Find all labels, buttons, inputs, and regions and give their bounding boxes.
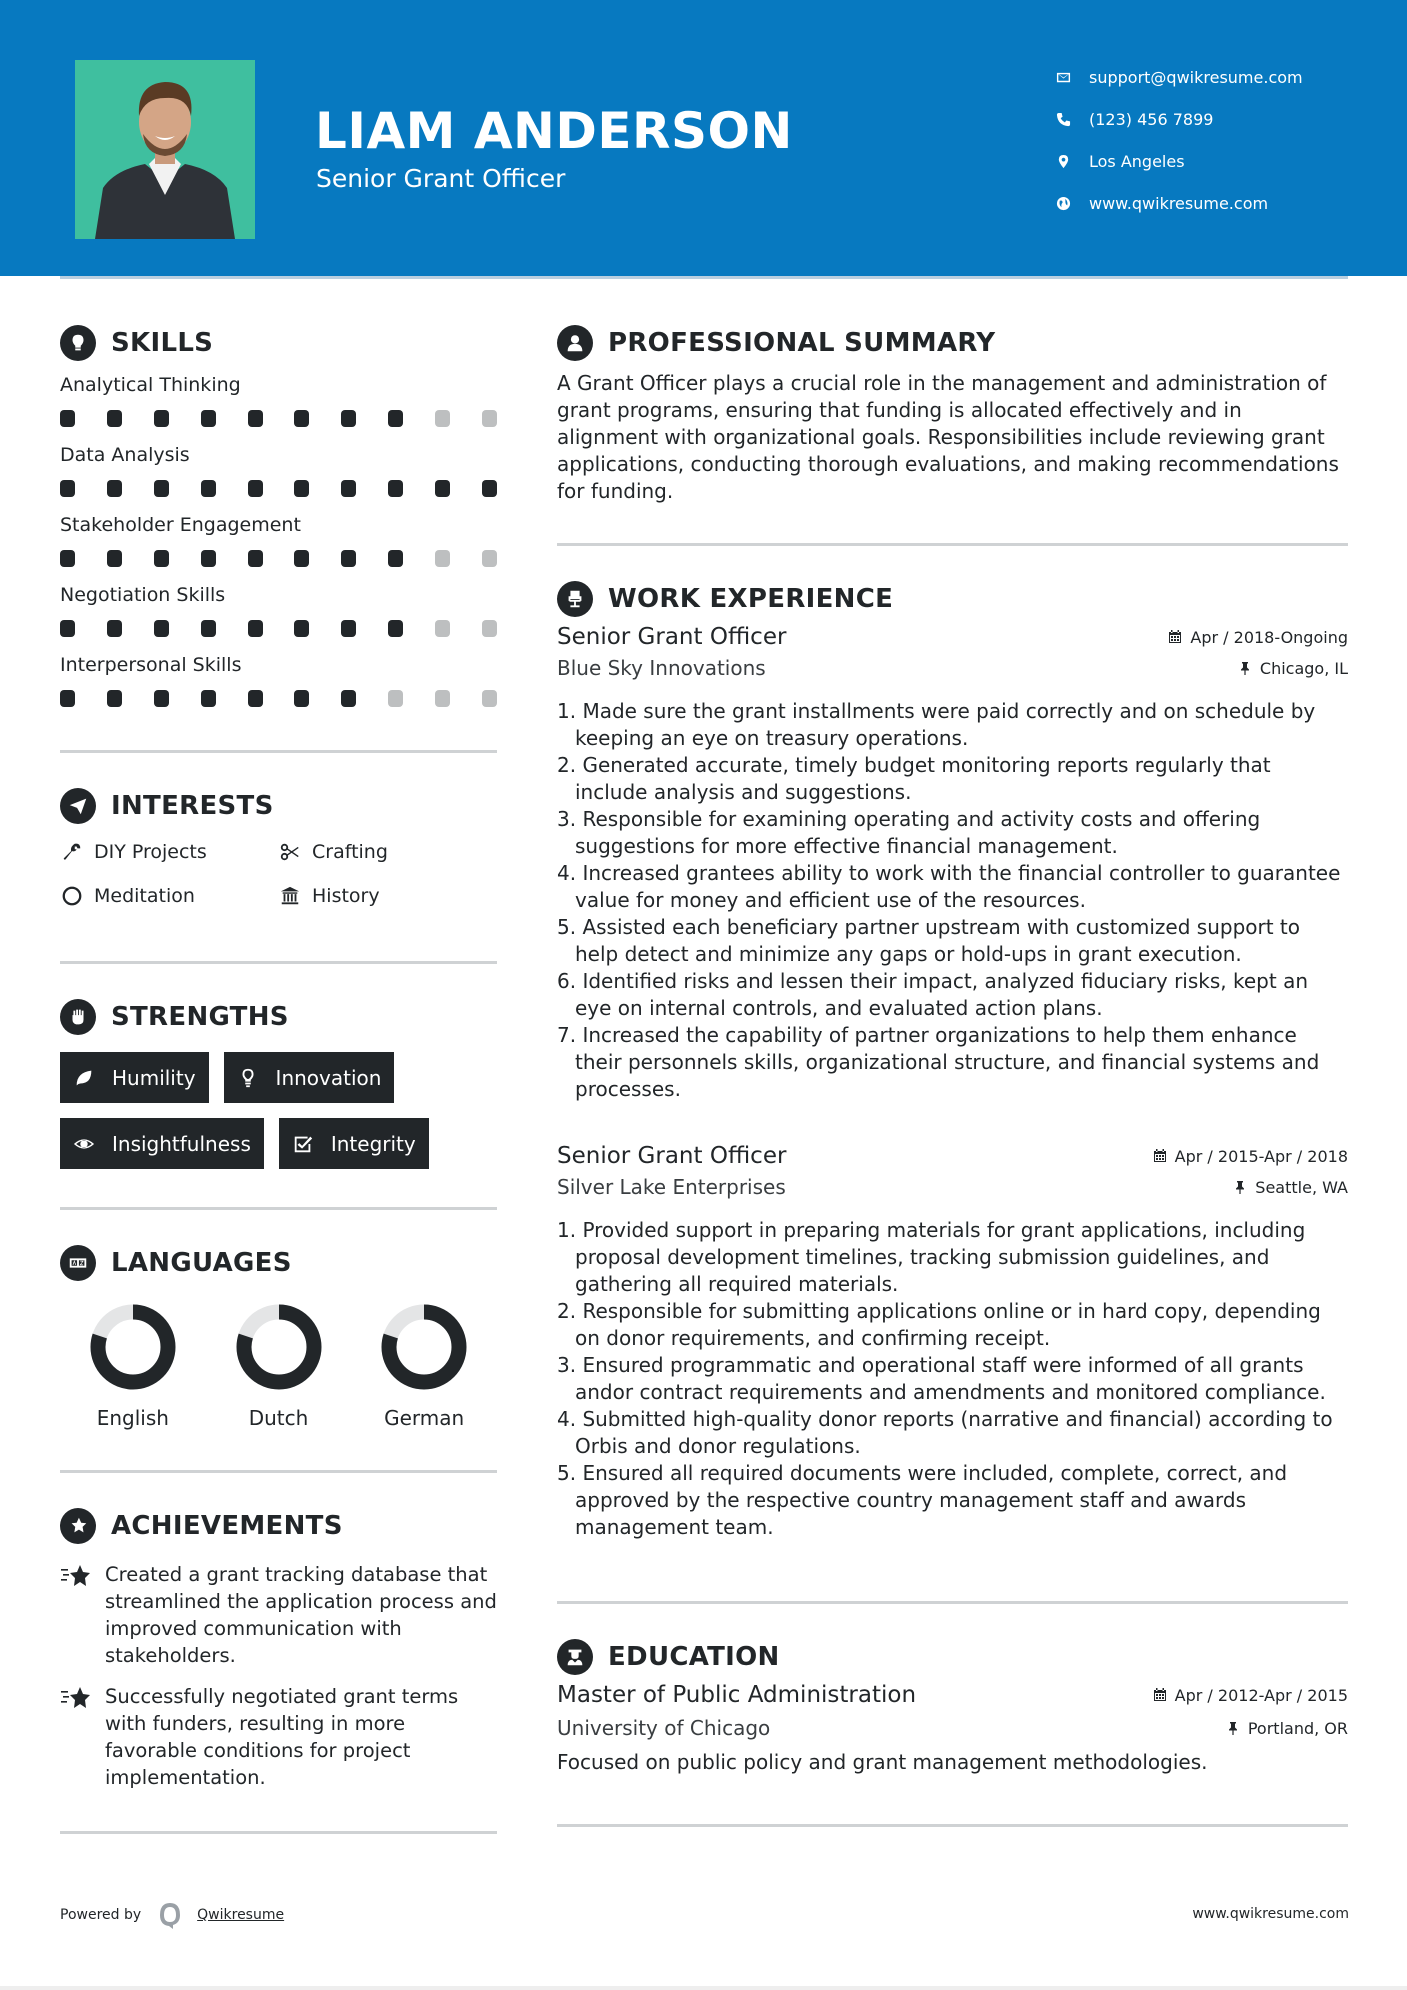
job-bullet: 2. Generated accurate, timely budget monitoring reports regularly that include analysis and suggestions.: [557, 753, 1271, 804]
skill-name: Analytical Thinking: [60, 374, 241, 396]
education-location-text: Portland, OR: [1247, 1718, 1348, 1738]
skill-item: [60, 514, 497, 568]
rating-dot-filled: [388, 550, 403, 567]
rating-dot-filled: [60, 550, 75, 567]
education-dates: [1153, 1686, 1348, 1705]
rating-dot-filled: [107, 620, 122, 637]
rating-dot-filled: [60, 410, 75, 427]
job-location-text: Chicago, IL: [1259, 658, 1348, 678]
rating-dot-empty: [435, 550, 450, 567]
office-chair-icon: [557, 581, 593, 617]
degree-name: Master of Public Administration: [557, 1682, 917, 1708]
section-title: STRENGTHS: [111, 1002, 289, 1032]
strength-tag: [224, 1052, 395, 1103]
achievements-section: [60, 1503, 497, 1791]
profile-photo: [75, 60, 255, 239]
leaf-icon: [72, 1066, 96, 1090]
user-icon: [557, 325, 593, 361]
experience-section: [557, 576, 1348, 1541]
section-divider: [60, 750, 497, 753]
powered-by-label: Powered by: [60, 1907, 142, 1923]
section-divider: [60, 1207, 497, 1210]
section-divider: [557, 543, 1348, 546]
job-bullet: 4. Increased grantees ability to work with the financial controller to guarantee value for money and efficient use of the resources.: [557, 861, 1341, 912]
rating-dot-empty: [482, 690, 497, 707]
rating-dot-filled: [388, 410, 403, 427]
rating-dot-empty: [482, 620, 497, 637]
rating-dot-filled: [201, 410, 216, 427]
achievement-text: Created a grant tracking database that streamlined the application process and improved communication with stakeholders.: [105, 1563, 497, 1667]
language-name: Dutch: [248, 1406, 309, 1430]
header-banner: [0, 0, 1407, 276]
map-marker-icon: [1055, 153, 1071, 169]
rating-dot-filled: [248, 690, 263, 707]
company-name: Silver Lake Enterprises: [557, 1175, 786, 1199]
rating-dot-filled: [341, 620, 356, 637]
rating-dot-filled: [154, 410, 169, 427]
interest-item: [278, 837, 497, 867]
skill-name: Stakeholder Engagement: [60, 514, 301, 536]
rating-dot-filled: [60, 480, 75, 497]
lightbulb-icon: [236, 1066, 260, 1090]
skill-name: Data Analysis: [60, 444, 190, 466]
language-item: [206, 1304, 352, 1430]
rating-dot-filled: [294, 690, 309, 707]
interest-label: Crafting: [312, 841, 388, 863]
skill-rating: [60, 690, 497, 708]
pushpin-icon: [1233, 1180, 1247, 1194]
scissors-icon: [278, 840, 302, 864]
interest-label: Meditation: [94, 885, 195, 907]
rating-dot-filled: [107, 480, 122, 497]
skill-name: Interpersonal Skills: [60, 654, 242, 676]
graduate-icon: [557, 1639, 593, 1675]
rating-dot-empty: [482, 550, 497, 567]
person-portrait-icon: [75, 60, 255, 239]
rating-dot-filled: [154, 550, 169, 567]
rating-dot-filled: [294, 480, 309, 497]
language-donut-chart: [90, 1304, 176, 1390]
job-dates: [1153, 1147, 1348, 1166]
section-title: ACHIEVEMENTS: [111, 1511, 343, 1541]
job-bullet: 1. Made sure the grant installments were paid correctly and on schedule by keeping an eye on treasury operations.: [557, 699, 1316, 750]
rating-dot-filled: [341, 690, 356, 707]
page-bottom-border: [0, 1986, 1407, 1990]
circle-icon: [60, 884, 84, 908]
job-bullet: 3. Ensured programmatic and operational staff were informed of all grants andor contract requirements and amendments and monitored compliance.: [557, 1353, 1326, 1404]
rating-dot-filled: [154, 690, 169, 707]
lightbulb-icon: [60, 325, 96, 361]
language-donut-chart: [381, 1304, 467, 1390]
footer-website[interactable]: www.qwikresume.com: [1192, 1906, 1349, 1922]
rating-dot-filled: [435, 480, 450, 497]
job-bullet: 4. Submitted high-quality donor reports (narrative and financial) according to Orbis and donor regulations.: [557, 1407, 1333, 1458]
job-dates-text: Apr / 2015-Apr / 2018: [1174, 1146, 1348, 1166]
job-entry: [557, 1143, 1348, 1541]
rating-dot-filled: [388, 620, 403, 637]
languages-section: [60, 1240, 497, 1430]
rating-dot-filled: [248, 550, 263, 567]
paper-plane-icon: [60, 788, 96, 824]
section-title: WORK EXPERIENCE: [608, 584, 894, 614]
education-section: [557, 1634, 1348, 1774]
star-badge-icon: [60, 1508, 96, 1544]
job-location: [1238, 659, 1348, 678]
skills-section: [60, 320, 497, 708]
skill-rating: [60, 550, 497, 568]
contact-website[interactable]: [1055, 182, 1303, 224]
check-square-icon: [291, 1132, 315, 1156]
language-item: [351, 1304, 497, 1430]
achievement-item: [60, 1561, 497, 1669]
interest-item: [60, 881, 278, 911]
interest-item: [60, 837, 278, 867]
rating-dot-filled: [248, 620, 263, 637]
strength-label: Insightfulness: [112, 1131, 251, 1156]
skill-item: [60, 444, 497, 498]
contact-phone-text: (123) 456 7899: [1089, 109, 1214, 129]
summary-text: A Grant Officer plays a crucial role in the management and administration of grant programs, ensuring that funding is allocated effectively and in alignment with organizational goals. Responsibilities include reviewing grant applications, conducting thorough evaluations, and making recommendations for funding.: [557, 371, 1339, 503]
language-donut-chart: [236, 1304, 322, 1390]
rating-dot-empty: [388, 690, 403, 707]
job-title: Senior Grant Officer: [557, 624, 787, 650]
eye-icon: [72, 1132, 96, 1156]
rating-dot-filled: [248, 480, 263, 497]
contact-list: [1055, 56, 1303, 224]
language-item: [60, 1304, 206, 1430]
rating-dot-filled: [60, 620, 75, 637]
section-title: LANGUAGES: [111, 1248, 292, 1278]
interest-label: History: [312, 885, 380, 907]
contact-location: [1055, 140, 1303, 182]
section-title: PROFESSIONAL SUMMARY: [608, 328, 996, 358]
rating-dot-filled: [107, 690, 122, 707]
rating-dot-empty: [435, 410, 450, 427]
skill-item: [60, 374, 497, 428]
section-title: EDUCATION: [608, 1642, 780, 1672]
strengths-section: [60, 994, 497, 1184]
left-column: [60, 320, 497, 1834]
education-dates-text: Apr / 2012-Apr / 2015: [1174, 1685, 1348, 1705]
job-bullet: 5. Assisted each beneficiary partner upstream with customized support to help detect and minimize any gaps or hold-ups in grant execution.: [557, 915, 1300, 966]
rating-dot-filled: [341, 410, 356, 427]
summary-section: [557, 320, 1348, 505]
rating-dot-filled: [294, 550, 309, 567]
strength-tag: [60, 1052, 209, 1103]
rating-dot-filled: [201, 550, 216, 567]
rating-dot-filled: [341, 480, 356, 497]
achievement-text: Successfully negotiated grant terms with funders, resulting in more favorable conditions for project implementation.: [105, 1685, 459, 1789]
strength-tag: [60, 1118, 264, 1169]
job-bullet: 5. Ensured all required documents were included, complete, correct, and approved by the respective country management staff and awards management team.: [557, 1461, 1288, 1539]
rating-dot-filled: [201, 480, 216, 497]
header-divider: [60, 276, 1348, 279]
qwikresume-link[interactable]: Qwikresume: [197, 1907, 285, 1923]
language-list: [60, 1304, 497, 1430]
job-title: Senior Grant Officer: [557, 1143, 787, 1169]
phone-icon: [1055, 111, 1071, 127]
rating-dot-filled: [154, 480, 169, 497]
job-dates: [1168, 628, 1348, 647]
job-bullet: 7. Increased the capability of partner organizations to help them enhance their personnels skills, organizational structure, and financial systems and processes.: [557, 1023, 1320, 1101]
rating-dot-empty: [482, 410, 497, 427]
strength-label: Innovation: [275, 1065, 382, 1090]
contact-phone[interactable]: [1055, 98, 1303, 140]
job-bullets: [557, 1217, 1348, 1541]
rating-dot-filled: [107, 550, 122, 567]
shooting-star-icon: [60, 1561, 94, 1669]
language-icon: [60, 1245, 96, 1281]
job-bullet: 6. Identified risks and lessen their impact, analyzed fiduciary risks, kept an eye on internal controls, and evaluated action plans.: [557, 969, 1308, 1020]
envelope-icon: [1055, 69, 1071, 85]
wrench-icon: [60, 840, 84, 864]
interest-item: [278, 881, 497, 911]
language-name: English: [96, 1406, 169, 1430]
section-divider: [60, 1831, 497, 1834]
job-bullet: 2. Responsible for submitting applications online or in hard copy, depending on donor requirements, and confirming receipt.: [557, 1299, 1321, 1350]
section-divider: [60, 961, 497, 964]
strength-tags: [60, 1052, 497, 1184]
interests-section: [60, 783, 497, 911]
rating-dot-filled: [248, 410, 263, 427]
section-title: INTERESTS: [111, 791, 274, 821]
skill-name: Negotiation Skills: [60, 584, 226, 606]
rating-dot-empty: [435, 620, 450, 637]
interests-grid: [60, 837, 497, 911]
achievement-item: [60, 1683, 497, 1791]
rating-dot-filled: [294, 410, 309, 427]
skill-item: [60, 654, 497, 708]
rating-dot-filled: [154, 620, 169, 637]
footer-powered-by: [60, 1900, 284, 1930]
pushpin-icon: [1238, 661, 1252, 675]
rating-dot-filled: [201, 690, 216, 707]
job-location: [1233, 1178, 1348, 1197]
contact-location-text: Los Angeles: [1089, 151, 1185, 171]
job-bullet: 3. Responsible for examining operating and activity costs and offering suggestions for more effective financial management.: [557, 807, 1261, 858]
skill-rating: [60, 480, 497, 498]
section-title: SKILLS: [111, 328, 214, 358]
strength-label: Integrity: [330, 1131, 416, 1156]
job-dates-text: Apr / 2018-Ongoing: [1190, 627, 1348, 647]
strength-tag: [279, 1118, 429, 1169]
job-entry: [557, 624, 1348, 1103]
globe-icon: [1055, 195, 1071, 211]
education-description: Focused on public policy and grant management methodologies.: [557, 1750, 1208, 1774]
section-divider: [60, 1470, 497, 1473]
education-location: [1226, 1719, 1348, 1738]
candidate-title: Senior Grant Officer: [316, 164, 566, 193]
interest-label: DIY Projects: [94, 841, 207, 863]
rating-dot-filled: [482, 480, 497, 497]
rating-dot-empty: [435, 690, 450, 707]
skill-rating: [60, 410, 497, 428]
company-name: Blue Sky Innovations: [557, 656, 766, 680]
calendar-icon: [1153, 1149, 1167, 1163]
rating-dot-filled: [341, 550, 356, 567]
rating-dot-filled: [107, 410, 122, 427]
calendar-icon: [1153, 1688, 1167, 1702]
rating-dot-filled: [388, 480, 403, 497]
job-location-text: Seattle, WA: [1255, 1177, 1348, 1197]
contact-email[interactable]: [1055, 56, 1303, 98]
rating-dot-filled: [201, 620, 216, 637]
shooting-star-icon: [60, 1683, 94, 1791]
job-bullets: [557, 698, 1348, 1103]
right-column: [557, 320, 1348, 1827]
section-divider: [557, 1824, 1348, 1827]
museum-icon: [278, 884, 302, 908]
fist-icon: [60, 999, 96, 1035]
calendar-icon: [1168, 630, 1182, 644]
candidate-name: LIAM ANDERSON: [315, 102, 793, 160]
contact-email-text: support@qwikresume.com: [1089, 67, 1303, 87]
contact-website-text: www.qwikresume.com: [1089, 193, 1269, 213]
rating-dot-filled: [60, 690, 75, 707]
section-divider: [557, 1601, 1348, 1604]
rating-dot-filled: [294, 620, 309, 637]
skill-rating: [60, 620, 497, 638]
qwikresume-logo-icon: [155, 1900, 185, 1930]
job-bullet: 1. Provided support in preparing materials for grant applications, including proposal development timelines, tracking submission guidelines, and gathering all required materials.: [557, 1218, 1306, 1296]
skill-item: [60, 584, 497, 638]
pushpin-icon: [1226, 1721, 1240, 1735]
school-name: University of Chicago: [557, 1716, 771, 1740]
language-name: German: [384, 1406, 465, 1430]
strength-label: Humility: [112, 1065, 196, 1090]
